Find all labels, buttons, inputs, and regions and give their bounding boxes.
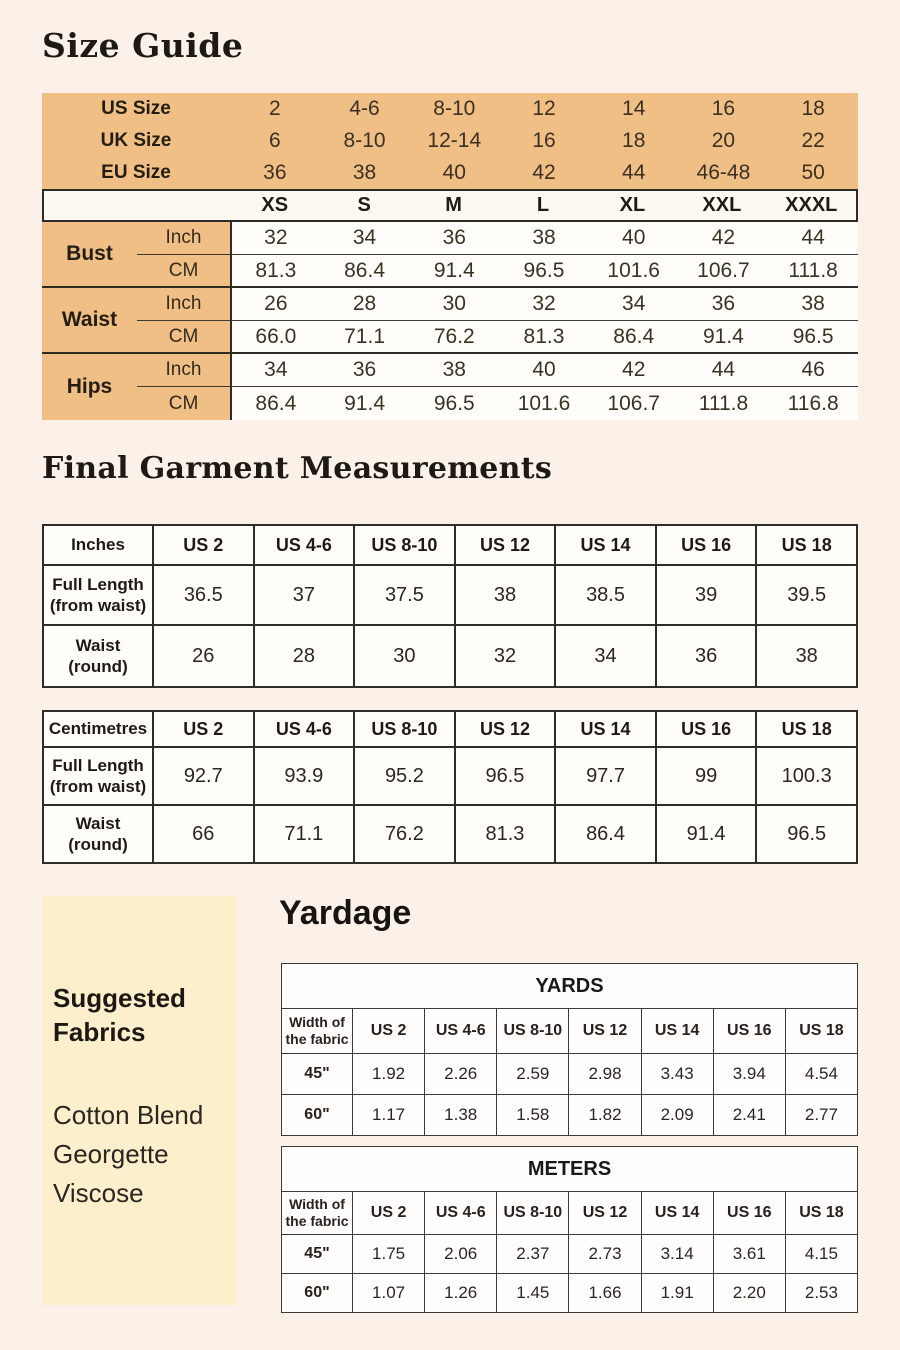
column-header: US 14 [641, 1009, 713, 1054]
us-size-label: US Size [101, 98, 171, 119]
body-measurement-grid [42, 222, 858, 420]
value-cell: 34 [555, 625, 656, 687]
group-label-waist: Waist [42, 288, 137, 354]
value-cell: 3.14 [641, 1235, 713, 1274]
measurement-value: 44 [768, 222, 858, 255]
size-value: 18 [801, 97, 825, 120]
value-cell: 1.91 [641, 1274, 713, 1313]
value-cell: 1.58 [497, 1095, 569, 1136]
unit-label-inch: Inch [137, 222, 230, 255]
value-cell: 96.5 [455, 747, 556, 805]
value-cell: 1.07 [353, 1274, 425, 1313]
measurement-value: 36 [409, 222, 499, 255]
value-cell: 2.37 [497, 1235, 569, 1274]
measurement-value: 38 [499, 222, 589, 255]
size-value: 38 [352, 161, 377, 184]
value-cell: 1.75 [353, 1235, 425, 1274]
value-cell: 3.43 [641, 1054, 713, 1095]
suggested-fabrics-panel [42, 896, 237, 1305]
width-row-label: 45" [282, 1235, 353, 1274]
measurement-value: 44 [679, 354, 769, 387]
value-cell: 4.15 [785, 1235, 857, 1274]
suggested-fabrics-heading: Suggested Fabrics [53, 983, 186, 1047]
value-cell: 1.38 [425, 1095, 497, 1136]
value-cell: 2.41 [713, 1095, 785, 1136]
value-cell: 1.26 [425, 1274, 497, 1313]
value-cell: 86.4 [555, 805, 656, 863]
value-cell: 1.82 [569, 1095, 641, 1136]
value-cell: 26 [153, 625, 254, 687]
table-title: YARDS [282, 964, 858, 1009]
measurement-value: 30 [409, 288, 499, 321]
value-cell: 2.59 [497, 1054, 569, 1095]
value-cell: 2.53 [785, 1274, 857, 1313]
value-cell: 38 [455, 565, 556, 625]
size-conversion-block [42, 93, 858, 189]
measurement-value: 40 [499, 354, 589, 387]
unit-header: Inches [43, 525, 153, 565]
column-header: US 12 [569, 1192, 641, 1235]
measurement-value: 46 [768, 354, 858, 387]
size-value: 14 [622, 97, 646, 120]
measurement-value: 81.3 [499, 321, 589, 354]
measurement-value: 36 [320, 354, 410, 387]
measurement-value: 76.2 [409, 321, 499, 354]
column-header: US 2 [153, 525, 254, 565]
row-label: Waist (round) [43, 805, 153, 863]
empty-cell [44, 191, 230, 220]
value-cell: 3.61 [713, 1235, 785, 1274]
size-value: 8-10 [343, 129, 386, 152]
size-letter: L [536, 194, 550, 216]
eu-size-label: EU Size [101, 162, 171, 183]
size-letter: XL [619, 194, 646, 216]
size-value: 8-10 [433, 97, 476, 120]
value-cell: 2.73 [569, 1235, 641, 1274]
unit-label-inch: Inch [137, 288, 230, 321]
width-of-fabric-header: Width of the fabric [282, 1009, 353, 1054]
table-title: METERS [282, 1147, 858, 1192]
column-header: US 16 [713, 1192, 785, 1235]
column-header: US 2 [153, 711, 254, 747]
column-header: US 18 [785, 1009, 857, 1054]
unit-label-cm: CM [137, 255, 230, 288]
measurement-value: 101.6 [589, 255, 679, 288]
value-cell: 95.2 [354, 747, 455, 805]
unit-header: Centimetres [43, 711, 153, 747]
value-cell: 93.9 [254, 747, 355, 805]
value-cell: 2.20 [713, 1274, 785, 1313]
fabric-item: Cotton Blend [53, 1099, 204, 1130]
measurement-value: 91.4 [409, 255, 499, 288]
measurement-value: 38 [409, 354, 499, 387]
column-header: US 18 [785, 1192, 857, 1235]
value-cell: 3.94 [713, 1054, 785, 1095]
value-cell: 36.5 [153, 565, 254, 625]
measurement-value: 86.4 [320, 255, 410, 288]
fabric-list [53, 1096, 229, 1213]
size-letter: M [445, 194, 462, 216]
column-header: US 8-10 [497, 1009, 569, 1054]
size-value: 44 [622, 161, 646, 184]
measurement-value: 101.6 [517, 391, 571, 415]
column-header: US 12 [455, 711, 556, 747]
size-value: 18 [622, 129, 646, 152]
value-cell: 37 [254, 565, 355, 625]
value-cell: 81.3 [455, 805, 556, 863]
value-cell: 38.5 [555, 565, 656, 625]
value-cell: 39.5 [756, 565, 857, 625]
yards-table [281, 963, 858, 1136]
meters-table [281, 1146, 858, 1313]
measurement-value: 26 [230, 288, 320, 321]
value-cell: 96.5 [756, 805, 857, 863]
value-cell: 76.2 [354, 805, 455, 863]
yardage-title: Yardage [279, 894, 412, 932]
value-cell: 28 [254, 625, 355, 687]
size-value: 4-6 [349, 97, 380, 120]
column-header: US 16 [713, 1009, 785, 1054]
column-header: US 8-10 [354, 525, 455, 565]
size-guide-title: Size Guide [42, 26, 244, 65]
column-header: US 4-6 [254, 711, 355, 747]
value-cell: 1.17 [353, 1095, 425, 1136]
unit-label-cm: CM [137, 321, 230, 354]
measurement-value: 86.4 [230, 387, 320, 420]
width-row-label: 60" [282, 1095, 353, 1136]
value-cell: 4.54 [785, 1054, 857, 1095]
measurement-value: 91.4 [679, 321, 769, 354]
fabric-item: Viscose [53, 1177, 144, 1208]
measurement-value: 91.4 [344, 391, 385, 415]
measurement-value: 66.0 [230, 321, 320, 354]
measurement-value: 34 [230, 354, 320, 387]
value-cell: 92.7 [153, 747, 254, 805]
measurement-value: 28 [320, 288, 410, 321]
unit-label-cm: CM [137, 387, 230, 420]
size-value: 12 [532, 97, 556, 120]
column-header: US 16 [656, 525, 757, 565]
column-header: US 18 [756, 711, 857, 747]
value-cell: 66 [153, 805, 254, 863]
measurement-value: 36 [679, 288, 769, 321]
size-letter: XXL [702, 194, 742, 216]
centimetres-table [42, 710, 858, 864]
measurement-value: 111.8 [698, 391, 749, 415]
measurement-value: 40 [589, 222, 679, 255]
unit-label-inch: Inch [137, 354, 230, 387]
group-label-hips: Hips [42, 354, 137, 420]
measurement-value: 96.5 [433, 391, 475, 415]
column-header: US 8-10 [354, 711, 455, 747]
value-cell: 32 [455, 625, 556, 687]
measurement-value: 71.1 [320, 321, 410, 354]
measurement-value: 34 [589, 288, 679, 321]
measurement-value: 106.7 [607, 391, 660, 415]
column-header: US 18 [756, 525, 857, 565]
size-value: 42 [532, 161, 556, 184]
size-value: 46-48 [696, 161, 751, 184]
width-row-label: 60" [282, 1274, 353, 1313]
value-cell: 30 [354, 625, 455, 687]
width-row-label: 45" [282, 1054, 353, 1095]
measurement-value: 38 [768, 288, 858, 321]
value-cell: 1.66 [569, 1274, 641, 1313]
column-header: US 14 [555, 711, 656, 747]
value-cell: 2.26 [425, 1054, 497, 1095]
column-header: US 2 [353, 1192, 425, 1235]
size-value: 16 [711, 97, 736, 120]
column-header: US 4-6 [425, 1192, 497, 1235]
size-value: 2 [269, 97, 281, 120]
size-value: 40 [442, 161, 466, 184]
value-cell: 97.7 [555, 747, 656, 805]
column-header: US 4-6 [254, 525, 355, 565]
size-value: 16 [532, 129, 556, 152]
size-value: 12-14 [427, 129, 482, 152]
value-cell: 100.3 [756, 747, 857, 805]
measurement-value: 116.8 [787, 391, 839, 415]
value-cell: 38 [756, 625, 857, 687]
measurement-value: 111.8 [768, 255, 858, 288]
column-header: US 14 [641, 1192, 713, 1235]
size-letter-row [42, 189, 858, 222]
size-guide-table [42, 93, 858, 420]
value-cell: 39 [656, 565, 757, 625]
column-header: US 8-10 [497, 1192, 569, 1235]
inches-table [42, 524, 858, 688]
measurement-value: 86.4 [589, 321, 679, 354]
fabric-item: Georgette [53, 1138, 169, 1169]
width-of-fabric-header: Width of the fabric [282, 1192, 353, 1235]
row-label: Full Length (from waist) [43, 565, 153, 625]
column-header: US 2 [353, 1009, 425, 1054]
size-letter: S [357, 194, 371, 216]
size-value: 20 [711, 129, 736, 152]
size-value: 22 [801, 129, 825, 152]
value-cell: 37.5 [354, 565, 455, 625]
measurement-value: 81.3 [230, 255, 320, 288]
value-cell: 1.92 [353, 1054, 425, 1095]
measurement-value: 42 [679, 222, 769, 255]
value-cell: 71.1 [254, 805, 355, 863]
column-header: US 12 [455, 525, 556, 565]
size-value: 36 [263, 161, 287, 184]
value-cell: 2.77 [785, 1095, 857, 1136]
measurement-value: 106.7 [679, 255, 769, 288]
final-garment-measurements-title: Final Garment Measurements [42, 451, 553, 486]
column-header: US 16 [656, 711, 757, 747]
column-header: US 14 [555, 525, 656, 565]
measurement-value: 96.5 [499, 255, 589, 288]
value-cell: 2.09 [641, 1095, 713, 1136]
row-label: Full Length (from waist) [43, 747, 153, 805]
column-header: US 12 [569, 1009, 641, 1054]
value-cell: 2.06 [425, 1235, 497, 1274]
measurement-value: 42 [589, 354, 679, 387]
uk-size-label: UK Size [100, 130, 172, 151]
value-cell: 91.4 [656, 805, 757, 863]
measurement-value: 34 [320, 222, 410, 255]
size-value: 50 [801, 161, 825, 184]
measurement-value: 96.5 [768, 321, 858, 354]
group-label-bust: Bust [42, 222, 137, 288]
value-cell: 1.45 [497, 1274, 569, 1313]
value-cell: 36 [656, 625, 757, 687]
size-value: 6 [269, 129, 281, 152]
size-letter: XXXL [785, 194, 838, 216]
size-letter: XS [261, 194, 289, 216]
value-cell: 2.98 [569, 1054, 641, 1095]
row-label: Waist (round) [43, 625, 153, 687]
value-cell: 99 [656, 747, 757, 805]
measurement-value: 32 [230, 222, 320, 255]
measurement-value: 32 [499, 288, 589, 321]
column-header: US 4-6 [425, 1009, 497, 1054]
